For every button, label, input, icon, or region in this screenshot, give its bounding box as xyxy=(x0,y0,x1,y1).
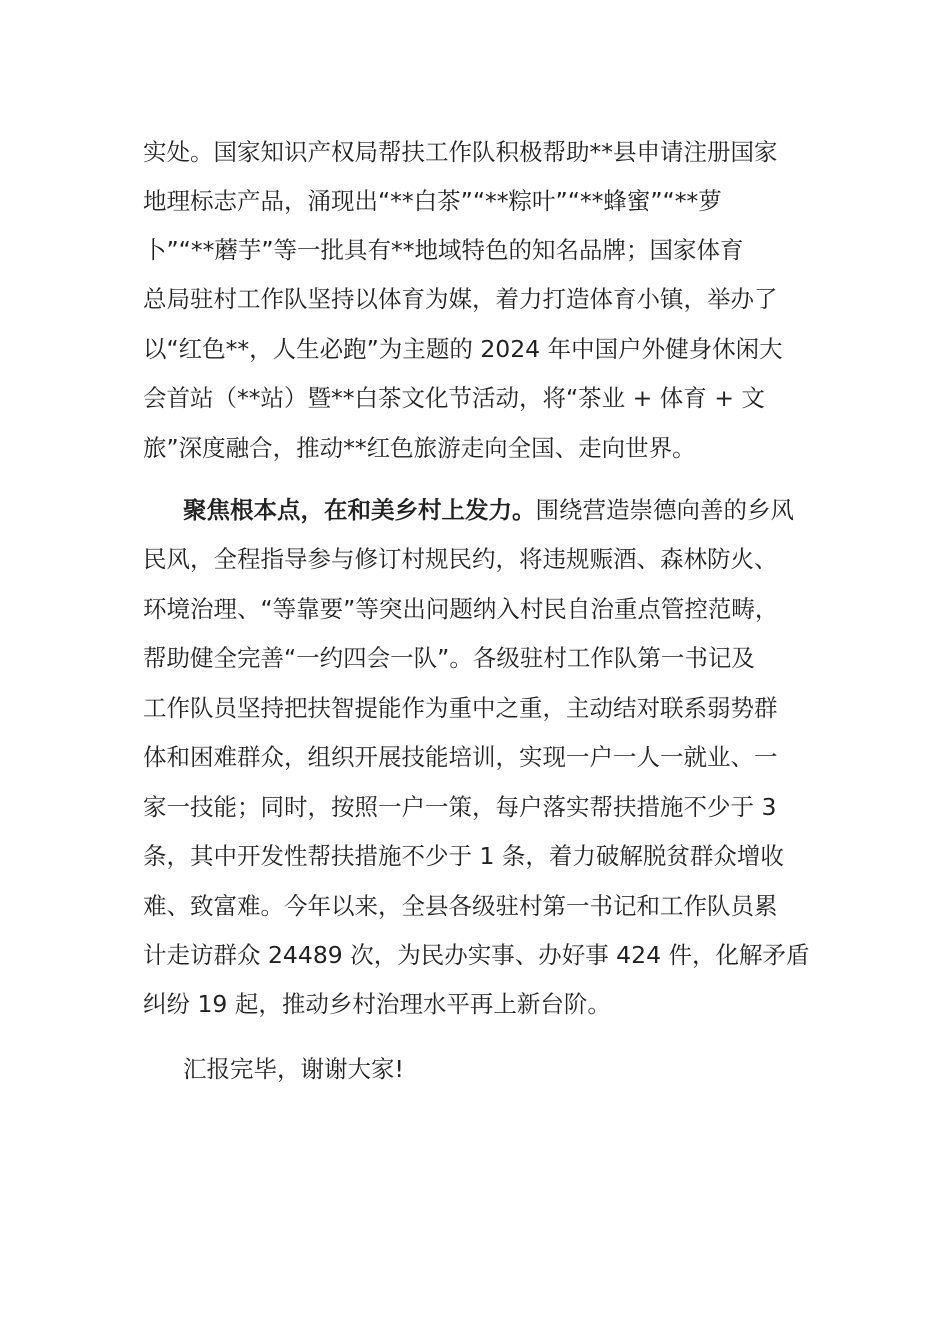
paragraph-line: 帮助健全完善“一约四会一队”。各级驻村工作队第一书记及 xyxy=(143,644,755,672)
paragraph-line: 体和困难群众，组织开展技能培训，实现一户一人一就业、一 xyxy=(143,743,778,771)
paragraph-line: 条，其中开发性帮扶措施不少于 1 条，着力破解脱贫群众增收 xyxy=(143,842,784,870)
paragraph-line: 计走访群众 24489 次，为民办实事、办好事 424 件，化解矛盾 xyxy=(143,941,810,969)
paragraph-text: 围绕营造崇德向善的乡风 xyxy=(535,496,794,524)
section-heading: 聚焦根本点，在和美乡村上发力。 xyxy=(183,496,536,524)
paragraph-line: 地理标志产品，涌现出“**白茶”“**粽叶”“**蜂蜜”“**萝 xyxy=(143,187,722,215)
paragraph-line: 卜”“**蘑芋”等一批具有**地域特色的知名品牌；国家体育 xyxy=(143,236,744,264)
paragraph-first-line xyxy=(183,490,794,530)
paragraph-line: 总局驻村工作队坚持以体育为媒，着力打造体育小镇，举办了 xyxy=(143,285,778,313)
paragraph-line: 会首站（**站）暨**白茶文化节活动，将“茶业 + 体育 + 文 xyxy=(143,384,765,412)
paragraph-line: 实处。国家知识产权局帮扶工作队积极帮助**县申请注册国家 xyxy=(143,138,778,166)
paragraph-line: 纠纷 19 起，推动乡村治理水平再上新台阶。 xyxy=(143,990,611,1018)
paragraph-line: 环境治理、“等靠要”等突出问题纳入村民自治重点管控范畴， xyxy=(143,595,779,623)
paragraph-line: 旅”深度融合，推动**红色旅游走向全国、走向世界。 xyxy=(143,434,696,462)
paragraph-line: 家一技能；同时，按照一户一策，每户落实帮扶措施不少于 3 xyxy=(143,793,777,821)
paragraph-line: 以“红色**，人生必跑”为主题的 2024 年中国户外健身休闲大 xyxy=(143,335,783,363)
paragraph-line: 难、致富难。今年以来，全县各级驻村第一书记和工作队员累 xyxy=(143,892,778,920)
closing-line: 汇报完毕，谢谢大家! xyxy=(183,1055,404,1083)
paragraph-line: 工作队员坚持把扶智提能作为重中之重，主动结对联系弱势群 xyxy=(143,694,778,722)
paragraph-line: 民风，全程指导参与修订村规民约，将违规赈酒、森林防火、 xyxy=(143,545,778,573)
